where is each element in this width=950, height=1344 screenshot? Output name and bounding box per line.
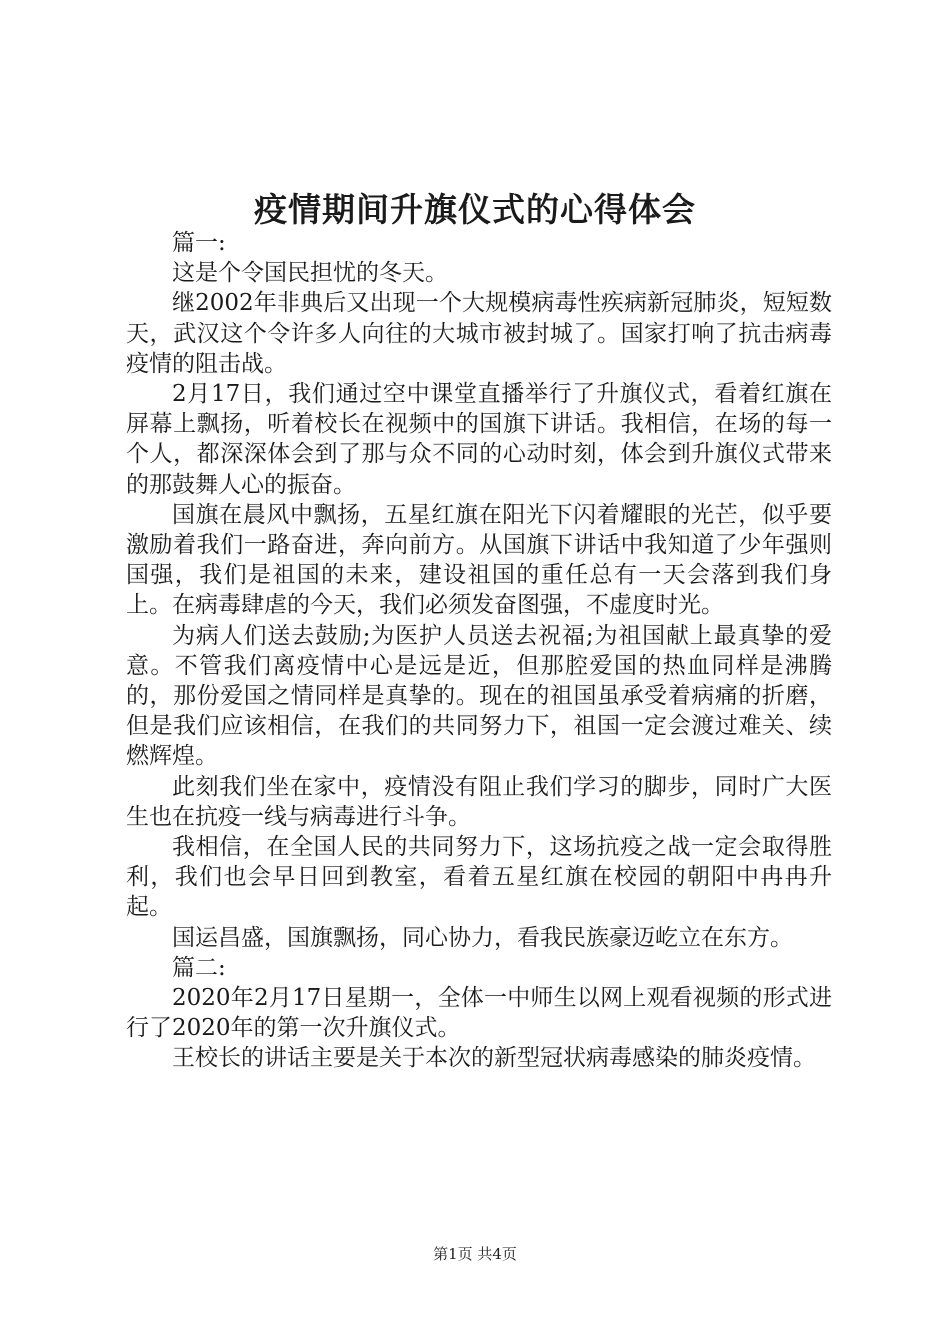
paragraph: 此刻我们坐在家中，疫情没有阻止我们学习的脚步，同时广大医生也在抗疫一线与病毒进行斗争。 bbox=[126, 773, 832, 830]
paragraph: 国运昌盛，国旗飘扬，同心协力，看我民族豪迈屹立在东方。 bbox=[172, 924, 793, 951]
paragraph: 我相信，在全国人民的共同努力下，这场抗疫之战一定会取得胜利，我们也会早日回到教室，看着五星红旗在校园的朝阳中冉冉升起。 bbox=[126, 834, 832, 921]
paragraph: 继2002年非典后又出现一个大规模病毒性疾病新冠肺炎，短短数天，武汉这个令许多人向往的大城市被封城了。国家打响了抗击病毒疫情的阻击战。 bbox=[126, 290, 832, 377]
paragraph: 2月17日，我们通过空中课堂直播举行了升旗仪式，看着红旗在屏幕上飘扬，听着校长在视频中的国旗下讲话。我相信，在场的每一个人，都深深体会到了那与众不同的心动时刻，体会到升旗仪式带来的那鼓舞人心的振奋。 bbox=[126, 381, 832, 498]
paragraph: 这是个令国民担忧的冬天。 bbox=[172, 260, 448, 287]
paragraph: 2020年2月17日星期一，全体一中师生以网上观看视频的形式进行了2020年的第一次升旗仪式。 bbox=[126, 985, 832, 1042]
paragraph: 国旗在晨风中飘扬，五星红旗在阳光下闪着耀眼的光芒，似乎要激励着我们一路奋进，奔向前方。从国旗下讲话中我知道了少年强则国强，我们是祖国的未来，建设祖国的重任总有一天会落到我们身上。在病毒肆虐的今天，我们必须发奋图强，不虚度时光。 bbox=[126, 501, 832, 619]
paragraph: 篇一: bbox=[172, 230, 226, 256]
page-number-footer: 第1页 共4页 bbox=[433, 1245, 517, 1263]
paragraph: 篇二: bbox=[172, 954, 226, 981]
document-title: 疫情期间升旗仪式的心得体会 bbox=[254, 190, 696, 229]
paragraph: 为病人们送去鼓励;为医护人员送去祝福;为祖国献上最真挚的爱意。不管我们离疫情中心是远是近，但那腔爱国的热血同样是沸腾的，那份爱国之情同样是真挚的。现在的祖国虽承受着病痛的折磨，但是我们应该相信，在我们的共同努力下，祖国一定会渡过难关、续燃辉煌。 bbox=[126, 622, 832, 770]
document-body bbox=[126, 228, 832, 1074]
paragraph: 王校长的讲话主要是关于本次的新型冠状病毒感染的肺炎疫情。 bbox=[172, 1045, 816, 1072]
